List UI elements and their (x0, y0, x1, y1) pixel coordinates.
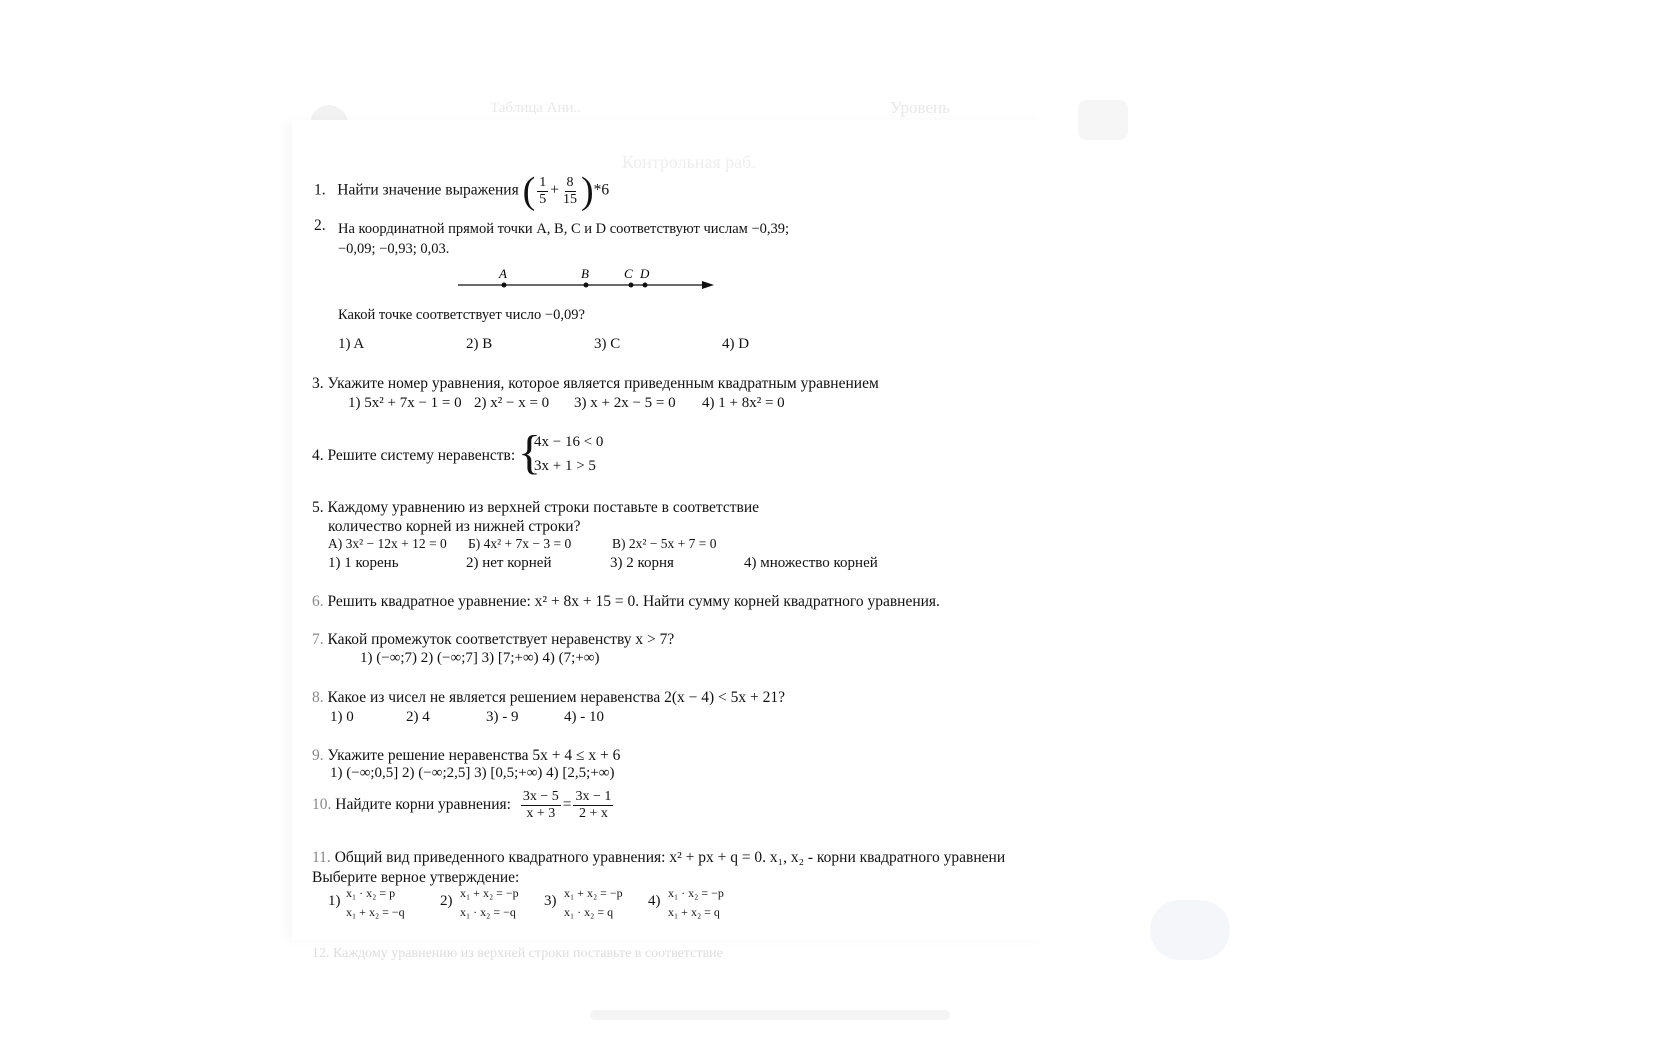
q2-option-3: 3) C (594, 336, 621, 352)
q3-option-4: 4) 1 + 8x² = 0 (702, 395, 785, 411)
q2-number: 2. (314, 217, 326, 234)
q11-option-3a: x₁ + x₂ = −p (564, 886, 623, 900)
q5-roots-2: 2) нет корней (466, 555, 552, 571)
q4-brace: { (518, 426, 542, 479)
q11-option-4b: x₁ + x₂ = q (668, 905, 720, 919)
q10-number: 10. (312, 796, 332, 814)
q5-equation-c: В) 2x² − 5x + 7 = 0 (612, 536, 717, 551)
question-7 (312, 630, 674, 649)
q7-text: Какой промежуток соответствует неравенству x > 7? (327, 631, 675, 648)
q5-roots-1: 1) 1 корень (328, 555, 399, 571)
question-10 (312, 789, 615, 822)
q1-number: 1. (314, 181, 326, 199)
q11-option-1a: x₁ · x₂ = p (346, 886, 396, 900)
q11-option-1b: x₁ + x₂ = −q (346, 905, 405, 919)
q2-option-4: 4) D (722, 336, 750, 352)
q2-option-2: 2) B (466, 336, 493, 352)
point-d (643, 283, 648, 288)
q3-option-2: 2) x² − x = 0 (474, 395, 550, 411)
q4-inequality-1: 4x − 16 < 0 (534, 434, 604, 450)
q11-option-2b: x₁ · x₂ = −q (460, 905, 516, 919)
point-b (584, 283, 589, 288)
q11-option-2a: x₁ + x₂ = −p (460, 886, 519, 900)
q1-fraction-2: $\frac{8}{15}$ (563, 174, 578, 207)
q1-tail: *6 (593, 181, 610, 199)
q2-option-1: 1) A (338, 336, 365, 352)
q7-options: 1) (−∞;7) 2) (−∞;7] 3) [7;+∞) 4) (7;+∞) (360, 650, 600, 666)
q11-option-2-number: 2) (440, 893, 453, 909)
ghost-bottom-bar (590, 1010, 950, 1020)
q3-option-1: 1) 5x² + 7x − 1 = 0 (348, 395, 462, 411)
q8-text: Какое из чисел не является решением неравенства 2(x − 4) < 5x + 21? (327, 689, 786, 706)
q4-inequality-2: 3x + 1 > 5 (534, 458, 596, 474)
question-9 (312, 746, 620, 765)
q10-equals: = (562, 796, 572, 814)
q8-option-4: 4) - 10 (564, 709, 604, 725)
question-8 (312, 688, 785, 707)
q6-text: Решить квадратное уравнение: x² + 8x + 15 = 0. Найти сумму корней квадратного уравнения. (327, 593, 940, 610)
point-a (502, 283, 507, 288)
q1-paren-close: ) (581, 170, 594, 212)
q11-line-2: Выберите верное утверждение: (312, 869, 520, 886)
question-11 (312, 848, 1005, 867)
ghost-text-left: Таблица Ани.. (490, 100, 582, 116)
q11-number: 11. (312, 849, 331, 866)
q11-option-4a: x₁ · x₂ = −p (668, 886, 724, 900)
q10-fraction-left: $\frac{3x - 5}{x + 3}$ (522, 789, 559, 821)
q7-number: 7. (312, 631, 324, 648)
q11-option-3b: x₁ · x₂ = q (564, 905, 614, 919)
ghost-blob-right (1150, 900, 1230, 960)
q5-roots-4: 4) множество корней (744, 555, 878, 571)
q6-number: 6. (312, 593, 324, 610)
label-b: B (581, 266, 589, 281)
q11-option-1-number: 1) (328, 893, 341, 909)
label-c: C (624, 266, 633, 281)
q8-option-3: 3) - 9 (486, 709, 519, 725)
question-6 (312, 592, 940, 611)
q2-line-2: −0,09; −0,93; 0,03. (338, 241, 450, 257)
question-1 (314, 172, 609, 210)
ghost-title: Контрольная раб. (622, 152, 756, 172)
q5-line-2: количество корней из нижней строки? (328, 518, 581, 535)
q11-option-3-number: 3) (544, 893, 557, 909)
ghost-button (1078, 100, 1128, 140)
q3-text: 3. Укажите номер уравнения, которое является приведенным квадратным уравнением (312, 375, 879, 392)
q8-option-1: 1) 0 (330, 709, 354, 725)
q9-number: 9. (312, 747, 324, 764)
point-c (629, 283, 634, 288)
label-d: D (640, 266, 650, 281)
q1-text: Найти значение выражения (337, 181, 519, 199)
q12-cut-text: 12. Каждому уравнению из верхней строки поставьте в соответствие (312, 946, 723, 961)
worksheet-page (292, 120, 1042, 961)
q10-text: Найдите корни уравнения: (335, 796, 511, 814)
q11-text: Общий вид приведенного квадратного уравнения: x² + px + q = 0. x₁, x₂ - корни квадратного уравнени (334, 849, 1006, 866)
q3-option-3: 3) x + 2x − 5 = 0 (574, 395, 676, 411)
q8-option-2: 2) 4 (406, 709, 430, 725)
q9-text: Укажите решение неравенства 5x + 4 ≤ x + 6 (327, 747, 621, 764)
ghost-text-center: Уровень (890, 98, 950, 117)
q1-fraction-1: $\frac{1}{5}$ (539, 174, 547, 207)
q5-equation-a: А) 3x² − 12x + 12 = 0 (328, 536, 447, 551)
q11-option-4-number: 4) (648, 893, 661, 909)
number-line (452, 268, 722, 292)
q2-line-1: На координатной прямой точки A, B, C и D соответствуют числам −0,39; (338, 221, 790, 237)
q5-line-1: 5. Каждому уравнению из верхней строки поставьте в соответствие (312, 499, 760, 516)
q9-options: 1) (−∞;0,5] 2) (−∞;2,5] 3) [0,5;+∞) 4) [2,5;+∞) (330, 765, 615, 781)
q1-paren-open: ( (522, 170, 536, 212)
q1-plus: + (550, 181, 560, 199)
q5-equation-b: Б) 4x² + 7x − 3 = 0 (468, 536, 572, 551)
q8-number: 8. (312, 689, 324, 706)
q10-fraction-right: $\frac{3x - 1}{2 + x}$ (575, 789, 612, 821)
label-a: A (499, 266, 507, 281)
q4-text: 4. Решите систему неравенств: (312, 447, 516, 464)
q5-roots-3: 3) 2 корня (610, 555, 674, 571)
q2-question: Какой точке соответствует число −0,09? (338, 307, 585, 323)
